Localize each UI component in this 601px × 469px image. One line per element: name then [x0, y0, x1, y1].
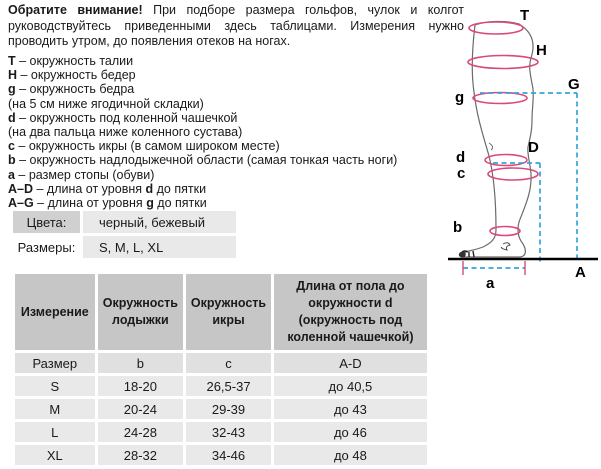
legend-line: T – окружность талии — [8, 54, 134, 68]
ankle-detail-line — [501, 243, 510, 250]
label-c: c — [457, 165, 466, 182]
sizes-row — [13, 236, 236, 258]
colors-label: Цвета: — [13, 211, 80, 233]
label-A: A — [575, 264, 586, 281]
label-T: T — [520, 7, 530, 24]
big-toe — [459, 252, 465, 257]
table-header-row — [15, 274, 427, 350]
legend-line: (на 5 см ниже ягодичной складки) — [8, 96, 204, 111]
girth-ellipse-H — [468, 56, 538, 69]
sizes-value: S, M, L, XL — [83, 236, 236, 258]
label-D: D — [528, 139, 539, 156]
size-measurements-table — [12, 271, 430, 468]
colors-sizes-table — [10, 208, 239, 261]
header-measure: Измерение — [15, 274, 95, 350]
header-ankle: Окружность лодыжки — [98, 274, 184, 350]
table-subheader-row: Размер b c A-D — [15, 353, 427, 373]
girth-ellipse-T — [469, 22, 523, 34]
legend-line: a – размер стопы (обуви) — [8, 167, 155, 182]
intro-text: При подборе размера гольфов, чулок и колгот руководствуйтесь приведенными здесь таблицами. Измерения нужно проводить утром, до появления отеков на ногах. — [8, 3, 465, 48]
table-row-l: L 24-28 32-43 до 46 — [15, 422, 427, 442]
label-H: H — [536, 42, 547, 59]
legend-line: g – окружность бедра — [8, 82, 135, 97]
label-b: b — [453, 219, 463, 236]
label-a: a — [486, 275, 495, 292]
legend-line: H – окружность бедер — [8, 68, 136, 83]
legend-line: (на два пальца ниже коленного сустава) — [8, 125, 243, 140]
colors-row — [13, 211, 236, 233]
label-g: g — [455, 89, 465, 106]
sizes-label: Размеры: — [13, 236, 80, 258]
colors-value: черный, бежевый — [83, 211, 236, 233]
girth-ellipse-b — [490, 227, 520, 236]
legend-line: b – окружность надлодыжечной области (самая тонкая часть ноги) — [8, 153, 398, 168]
table-row-m: M 20-24 29-39 до 43 — [15, 399, 427, 419]
label-d: d — [456, 149, 466, 166]
intro-lead: Обратите внимание! — [8, 3, 143, 17]
legend-line: d – окружность под коленной чашечкой — [8, 110, 238, 125]
intro-paragraph — [8, 3, 464, 50]
girth-ellipse-g — [473, 93, 527, 104]
measurement-legend — [8, 54, 458, 210]
table-row-s: S 18-20 26,5-37 до 40,5 — [15, 376, 427, 396]
label-G: G — [568, 76, 580, 93]
legend-line: c – окружность икры (в самом широком месте) — [8, 139, 280, 154]
table-row-xl: XL 28-32 34-46 до 48 — [15, 445, 427, 465]
header-calf: Окружность икры — [186, 274, 271, 350]
header-length: Длина от пола до окружности d (окружность под коленной чашечкой) — [274, 274, 427, 350]
girth-ellipse-d — [485, 155, 527, 166]
legend-line: A–G – длина от уровня g до пятки — [8, 196, 207, 211]
leg-measurement-diagram — [440, 0, 601, 295]
legend-line: A–D – длина от уровня d до пятки — [8, 181, 207, 196]
knee-crease-line — [489, 143, 493, 150]
